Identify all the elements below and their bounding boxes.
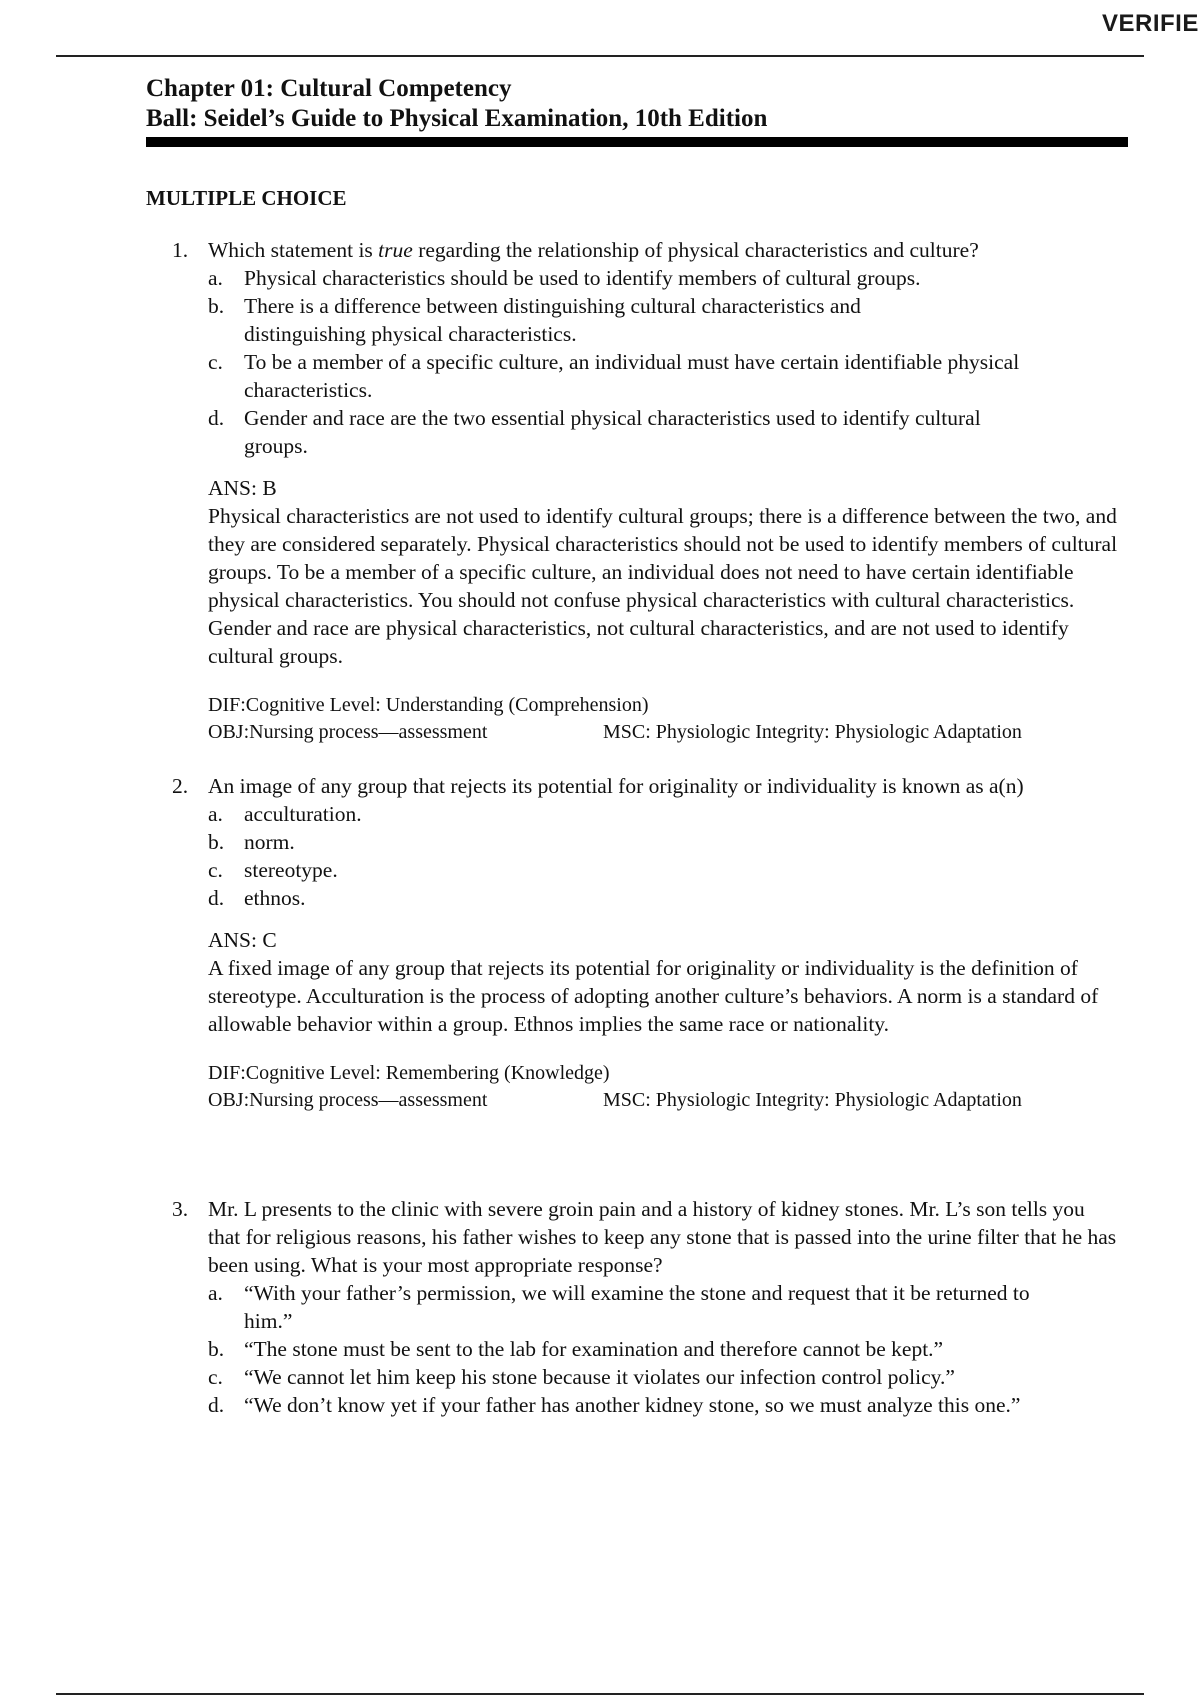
answer-key: ANS: C <box>208 928 277 952</box>
document-header <box>146 74 1131 147</box>
top-divider <box>56 55 1144 57</box>
option-d: d. “We don’t know yet if your father has another kidney stone, so we must analyze this one.” <box>208 1393 1021 1417</box>
msc: MSC: Physiologic Integrity: Physiologic Adaptation <box>603 721 1022 743</box>
question-2 <box>172 772 1122 1114</box>
question-number: 3. <box>172 1197 189 1221</box>
question-number: 2. <box>172 774 189 798</box>
objective: OBJ:Nursing process—assessment <box>208 721 488 743</box>
question-3 <box>172 1195 1122 1419</box>
options-list <box>208 800 1122 912</box>
option-d: d. Gender and race are the two essential physical characteristics used to identify cultural groups. <box>208 406 981 458</box>
msc: MSC: Physiologic Integrity: Physiologic Adaptation <box>603 1089 1022 1111</box>
option-a: a. Physical characteristics should be used to identify members of cultural groups. <box>208 266 921 290</box>
option-c: c. To be a member of a specific culture, an individual must have certain identifiable physical characteristics. <box>208 350 1020 402</box>
header-bar <box>146 137 1128 147</box>
option-a: a. “With your father’s permission, we will examine the stone and request that it be returned to him.” <box>208 1281 1030 1333</box>
question-metadata <box>208 692 1122 746</box>
question-metadata <box>208 1060 1122 1114</box>
bottom-divider <box>56 1693 1144 1695</box>
option-b: b. “The stone must be sent to the lab for examination and therefore cannot be kept.” <box>208 1337 944 1361</box>
answer-key: ANS: B <box>208 476 277 500</box>
option-c: c. “We cannot let him keep his stone because it violates our infection control policy.” <box>208 1365 955 1389</box>
book-title: Ball: Seidel’s Guide to Physical Examination, 10th Edition <box>146 105 768 132</box>
difficulty: DIF:Cognitive Level: Understanding (Comprehension) <box>208 694 649 716</box>
options-list <box>208 1279 1122 1419</box>
option-b: b. There is a difference between distinguishing cultural characteristics and distinguishing physical characteristics. <box>208 294 861 346</box>
emphasis: true <box>378 238 413 262</box>
rationale: A fixed image of any group that rejects its potential for originality or individuality is the definition of stereotype. Acculturation is the process of adopting another culture’s behaviors. A norm is a standard of allowable behavior within a group. Ethnos implies the same race or nationality. <box>208 956 1099 1036</box>
question-stem: Mr. L presents to the clinic with severe groin pain and a history of kidney stones. Mr. L’s son tells you that for religious reasons, his father wishes to keep any stone that is passed into the urine filter that he has been using. What is your most appropriate response? <box>208 1197 1117 1277</box>
question-stem: An image of any group that rejects its potential for originality or individuality is known as a(n) <box>208 774 1024 798</box>
option-a: a. acculturation. <box>208 802 362 826</box>
question-stem: Which statement is true regarding the relationship of physical characteristics and culture? <box>208 238 979 262</box>
options-list <box>208 264 1122 460</box>
verified-watermark: VERIFIE <box>1102 10 1199 37</box>
question-1 <box>172 236 1122 746</box>
rationale: Physical characteristics are not used to identify cultural groups; there is a difference between the two, and they are considered separately. Physical characteristics should not be used to identify members of cultural groups. To be a member of a specific culture, an individual does not need to have certain identifiable physical characteristics. You should not confuse physical characteristics with cultural characteristics. Gender and race are physical characteristics, not cultural characteristics, and are not used to identify cultural groups. <box>208 504 1118 668</box>
option-b: b. norm. <box>208 830 295 854</box>
section-heading: MULTIPLE CHOICE <box>146 186 347 210</box>
objective: OBJ:Nursing process—assessment <box>208 1089 488 1111</box>
option-c: c. stereotype. <box>208 858 338 882</box>
option-d: d. ethnos. <box>208 886 306 910</box>
chapter-title: Chapter 01: Cultural Competency <box>146 75 512 102</box>
question-number: 1. <box>172 238 189 262</box>
difficulty: DIF:Cognitive Level: Remembering (Knowledge) <box>208 1062 610 1084</box>
